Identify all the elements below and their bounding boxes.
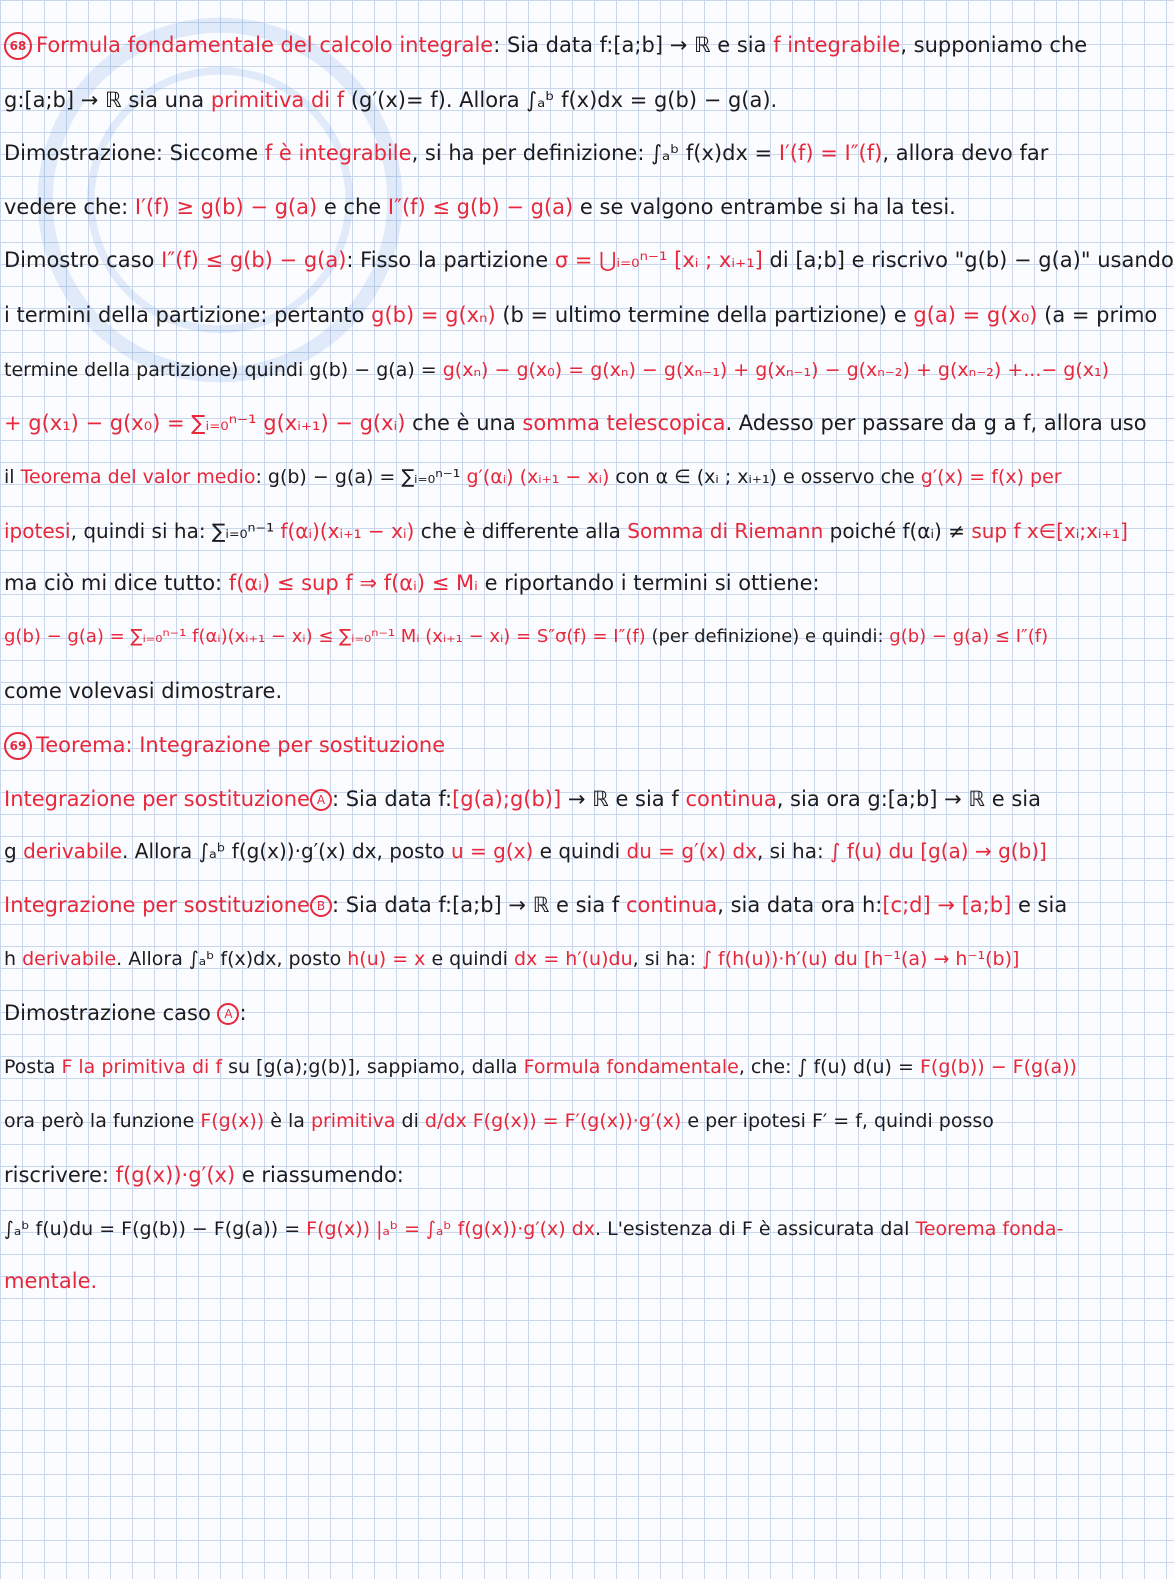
s69-text: → ℝ e sia f <box>561 787 686 811</box>
s69-highlight: Integrazione per sostituzione <box>4 787 310 811</box>
s69-highlight: [g(a);g(b)] <box>452 787 562 811</box>
s68-line-3 <box>4 138 1110 168</box>
s68-text: vedere che: <box>4 195 135 219</box>
s68-line-11 <box>4 568 1110 598</box>
s69-highlight: du = g′(x) dx <box>626 839 757 863</box>
section-number-68: 68 <box>4 32 32 60</box>
s68-line-7 <box>4 355 1110 385</box>
s68-text: : g(b) − g(a) = ∑ᵢ₌₀ⁿ⁻¹ <box>255 466 467 488</box>
s68-text: ma ciò mi dice tutto: <box>4 571 229 595</box>
s68-line-13 <box>4 676 1110 706</box>
s69-line-p3 <box>4 1160 1110 1190</box>
s69-text: e per ipotesi F′ = f, quindi posso <box>681 1110 994 1132</box>
s69-highlight: Formula fondamentale <box>523 1056 739 1078</box>
s68-text: come volevasi dimostrare. <box>4 679 283 703</box>
s68-highlight: I′(f) ≥ g(b) − g(a) <box>134 195 318 219</box>
s68-text: : Fisso la partizione <box>346 248 555 272</box>
s68-text: e che <box>317 195 388 219</box>
s69-text: riscrivere: <box>4 1163 116 1187</box>
case-a-marker: A <box>310 789 332 811</box>
s68-text: Dimostro caso <box>4 248 162 272</box>
s69-line-d1 <box>4 998 1110 1028</box>
s69-highlight: ∫ f(h(u))·h′(u) du [h⁻¹(a) → h⁻¹(b)] <box>702 948 1020 970</box>
s69-line-p2 <box>4 1106 1110 1136</box>
s68-line-9 <box>4 462 1110 492</box>
s69-highlight: primitiva <box>310 1110 396 1132</box>
s68-text: (g′(x)= f). Allora ∫ₐᵇ f(x)dx = g(b) − g(a). <box>344 88 778 112</box>
s68-line-6 <box>4 300 1158 330</box>
s69-title: Teorema: Integrazione per sostituzione <box>36 733 446 757</box>
s68-text: e riportando i termini si ottiene: <box>477 571 820 595</box>
s69-highlight: F la primitiva di f <box>61 1056 223 1078</box>
s68-highlight: g′(αᵢ) (xᵢ₊₁ − xᵢ) <box>466 466 610 488</box>
s68-line-5 <box>4 245 1174 275</box>
s69-highlight: F(g(b)) − F(g(a)) <box>919 1056 1077 1078</box>
s69-text: , si ha: <box>756 839 831 863</box>
s69-text: e sia <box>1011 893 1068 917</box>
s68-text: , allora devo far <box>882 141 1049 165</box>
s68-text: , quindi si ha: ∑ᵢ₌₀ⁿ⁻¹ <box>70 519 281 543</box>
s68-highlight: f(αᵢ) ≤ sup f ⇒ f(αᵢ) ≤ Mᵢ <box>228 571 478 595</box>
s69-text: ∫ₐᵇ f(u)du = F(g(b)) − F(g(a)) = <box>4 1218 307 1240</box>
s68-highlight: primitiva di f <box>210 88 345 112</box>
s69-text: : Sia data f: <box>331 787 453 811</box>
s69-highlight: continua <box>626 893 718 917</box>
s69-line-p1 <box>4 1052 1110 1082</box>
s68-highlight: sup f x∈[xᵢ;xᵢ₊₁] <box>971 519 1128 543</box>
s68-text: con α ∈ (xᵢ ; xᵢ₊₁) e osservo che <box>609 466 921 488</box>
s68-highlight: I″(f) ≤ g(b) − g(a) <box>387 195 574 219</box>
s68-title: Formula fondamentale del calcolo integrale <box>36 33 494 57</box>
s69-text: . L'esistenza di F è assicurata dal <box>595 1218 916 1240</box>
s69-text: e quindi <box>425 948 514 970</box>
s69-text: , sia data ora h: <box>717 893 883 917</box>
s69-line-p5 <box>4 1266 1110 1296</box>
s68-line-4 <box>4 192 1110 222</box>
s68-highlight: g(xₙ) − g(x₀) = g(xₙ) − g(xₙ₋₁) + g(xₙ₋₁) − g(xₙ₋₂) + g(xₙ₋₂) +...− g(x₁) <box>442 359 1110 381</box>
case-a-marker: A <box>217 1003 239 1025</box>
s69-line-a2 <box>4 836 1110 866</box>
s68-text: , si ha per definizione: ∫ₐᵇ f(x)dx = <box>411 141 779 165</box>
s69-text: su [g(a);g(b)], sappiamo, dalla <box>222 1056 524 1078</box>
s68-line-8 <box>4 408 1147 438</box>
s69-highlight: d/dx F(g(x)) = F′(g(x))·g′(x) <box>424 1110 682 1132</box>
s68-highlight: + g(x₁) − g(x₀) = ∑ᵢ₌₀ⁿ⁻¹ g(xᵢ₊₁) − g(xᵢ) <box>4 411 406 435</box>
s69-line-a1 <box>4 784 1110 814</box>
s68-text: il <box>4 466 21 488</box>
s69-highlight: continua <box>685 787 777 811</box>
s68-line-12 <box>4 622 1110 652</box>
s69-highlight: derivabile <box>23 839 123 863</box>
s68-highlight: Somma di Riemann <box>627 519 824 543</box>
s69-text: è la <box>264 1110 311 1132</box>
s69-text: Dimostrazione caso <box>4 1001 218 1025</box>
s69-highlight: F(g(x)) <box>200 1110 265 1132</box>
s69-text: g <box>4 839 24 863</box>
s69-text: di <box>395 1110 425 1132</box>
s68-highlight: g(b) − g(a) ≤ I″(f) <box>889 626 1049 647</box>
s69-highlight: [c;d] → [a;b] <box>882 893 1012 917</box>
s68-highlight: g(a) = g(x₀) <box>913 303 1038 327</box>
s69-highlight: mentale. <box>4 1269 98 1293</box>
s69-line-p4 <box>4 1214 1110 1244</box>
s69-text: : <box>239 1001 247 1025</box>
s68-highlight: I″(f) ≤ g(b) − g(a) <box>161 248 347 272</box>
s68-text: : Sia data f:[a;b] → ℝ e sia <box>493 33 774 57</box>
s69-text: ora però la funzione <box>4 1110 201 1132</box>
s69-text: h <box>4 948 23 970</box>
s68-text: (per definizione) e quindi: <box>645 626 890 647</box>
s69-text: , sia ora g:[a;b] → ℝ e sia <box>776 787 1041 811</box>
s69-text: Posta <box>4 1056 62 1078</box>
s69-highlight: h(u) = x <box>347 948 426 970</box>
s69-highlight: ∫ f(u) du [g(a) → g(b)] <box>830 839 1047 863</box>
s69-highlight: F(g(x)) |ₐᵇ = ∫ₐᵇ f(g(x))·g′(x) dx <box>306 1218 596 1240</box>
s68-highlight: g′(x) = f(x) per <box>920 466 1062 488</box>
s69-highlight: derivabile <box>22 948 117 970</box>
s68-text: Dimostrazione: Siccome <box>4 141 265 165</box>
s68-highlight: g(b) = g(xₙ) <box>371 303 496 327</box>
s68-highlight: g(b) − g(a) = ∑ᵢ₌₀ⁿ⁻¹ f(αᵢ)(xᵢ₊₁ − xᵢ) ≤ ∑ᵢ₌₀ⁿ⁻¹ Mᵢ (xᵢ₊₁ − xᵢ) = S″σ(f) = I″(f) <box>4 626 646 647</box>
s68-text: termine della partizione) quindi g(b) − g(a) = <box>4 359 443 381</box>
s68-highlight: I′(f) = I″(f) <box>778 141 883 165</box>
s68-text: g:[a;b] → ℝ sia una <box>4 88 211 112</box>
s69-highlight: Integrazione per sostituzione <box>4 893 310 917</box>
s69-line-b1 <box>4 890 1110 920</box>
s68-line-1 <box>4 30 1110 60</box>
s68-highlight: ipotesi <box>4 519 71 543</box>
s68-highlight: Teorema del valor medio <box>20 466 256 488</box>
s68-highlight: σ = ⋃ᵢ₌₀ⁿ⁻¹ [xᵢ ; xᵢ₊₁] <box>554 248 763 272</box>
s68-line-2 <box>4 85 1110 115</box>
s69-heading <box>4 730 1110 760</box>
s69-highlight: dx = h′(u)du <box>513 948 633 970</box>
s69-text: . Allora ∫ₐᵇ f(x)dx, posto <box>116 948 348 970</box>
section-number-69: 69 <box>4 732 32 760</box>
s69-line-b2 <box>4 944 1110 974</box>
s68-line-10 <box>4 516 1128 546</box>
s69-text: . Allora ∫ₐᵇ f(g(x))·g′(x) dx, posto <box>122 839 452 863</box>
s68-text: poiché f(αᵢ) ≠ <box>823 519 972 543</box>
s68-text: (a = primo <box>1037 303 1158 327</box>
s68-text: e se valgono entrambe si ha la tesi. <box>573 195 956 219</box>
s69-text: e riassumendo: <box>235 1163 404 1187</box>
s68-text: che è una <box>405 411 523 435</box>
s69-highlight: u = g(x) <box>451 839 534 863</box>
s68-text: di [a;b] e riscrivo "g(b) − g(a)" usando <box>762 248 1174 272</box>
s68-text: che è differente alla <box>414 519 628 543</box>
s68-text: i termini della partizione: pertanto <box>4 303 372 327</box>
s68-highlight: somma telescopica <box>522 411 726 435</box>
s68-highlight: f integrabile <box>773 33 901 57</box>
case-b-marker: B <box>310 895 332 917</box>
s68-text: , supponiamo che <box>900 33 1088 57</box>
s68-highlight: f è integrabile <box>264 141 412 165</box>
s69-text: , che: ∫ f(u) d(u) = <box>738 1056 920 1078</box>
s68-text: (b = ultimo termine della partizione) e <box>495 303 914 327</box>
s68-highlight: f(αᵢ)(xᵢ₊₁ − xᵢ) <box>280 519 415 543</box>
s69-text: e quindi <box>533 839 627 863</box>
s69-text: , si ha: <box>632 948 703 970</box>
s69-highlight: f(g(x))·g′(x) <box>115 1163 236 1187</box>
s69-text: : Sia data f:[a;b] → ℝ e sia f <box>331 893 626 917</box>
s68-text: . Adesso per passare da g a f, allora uso <box>725 411 1147 435</box>
s69-highlight: Teorema fonda- <box>915 1218 1064 1240</box>
